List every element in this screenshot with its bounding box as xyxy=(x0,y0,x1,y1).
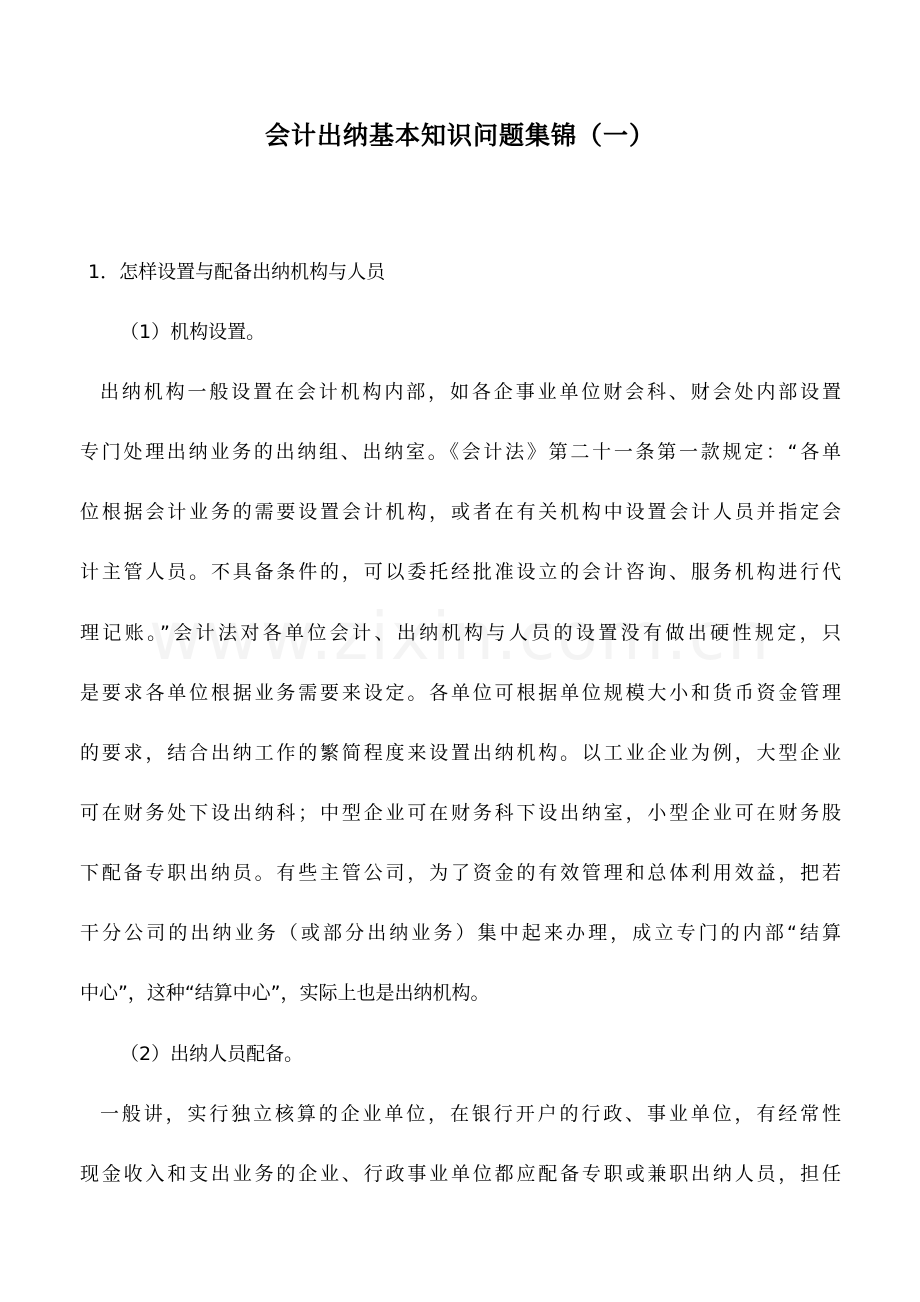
paragraph-2-line: 现金收入和支出业务的企业、行政事业单位都应配备专职或兼职出纳人员，担任 xyxy=(80,1163,841,1185)
section-heading-1: 1．怎样设置与配备出纳机构与人员 xyxy=(88,261,386,283)
paragraph-1-line: 是要求各单位根据业务需要来设定。各单位可根据单位规模大小和货币资金管理 xyxy=(80,682,841,704)
paragraph-1-line: 计主管人员。不具备条件的，可以委托经批准设立的会计咨询、服务机构进行代 xyxy=(80,561,841,583)
document-title: 会计出纳基本知识问题集锦（一） xyxy=(264,121,655,150)
paragraph-1-line: 理记账。”会计法对各单位会计、出纳机构与人员的设置没有做出硬性规定，只 xyxy=(80,622,841,644)
paragraph-1-line: 下配备专职出纳员。有些主管公司，为了资金的有效管理和总体利用效益，把若 xyxy=(80,862,841,884)
paragraph-1-line: 可在财务处下设出纳科；中型企业可在财务科下设出纳室，小型企业可在财务股 xyxy=(80,802,841,824)
paragraph-1-line: 专门处理出纳业务的出纳组、出纳室。《会计法》第二十一条第一款规定：“各单 xyxy=(80,441,841,463)
paragraph-1-line: 干分公司的出纳业务（或部分出纳业务）集中起来办理，成立专门的内部“结算 xyxy=(80,922,841,944)
paragraph-2-line: 一般讲，实行独立核算的企业单位，在银行开户的行政、事业单位，有经常性 xyxy=(100,1103,841,1125)
paragraph-1-line: 出纳机构一般设置在会计机构内部，如各企事业单位财会科、财会处内部设置 xyxy=(100,381,841,403)
paragraph-1-line: 位根据会计业务的需要设置会计机构，或者在有关机构中设置会计人员并指定会 xyxy=(80,501,841,523)
paragraph-1-line: 的要求，结合出纳工作的繁简程度来设置出纳机构。以工业企业为例，大型企业 xyxy=(80,742,841,764)
paragraph-1-line: 中心”，这种“结算中心”，实际上也是出纳机构。 xyxy=(80,982,490,1004)
subsection-heading-2: （2）出纳人员配备。 xyxy=(120,1043,304,1065)
subsection-heading-1: （1）机构设置。 xyxy=(120,321,266,343)
